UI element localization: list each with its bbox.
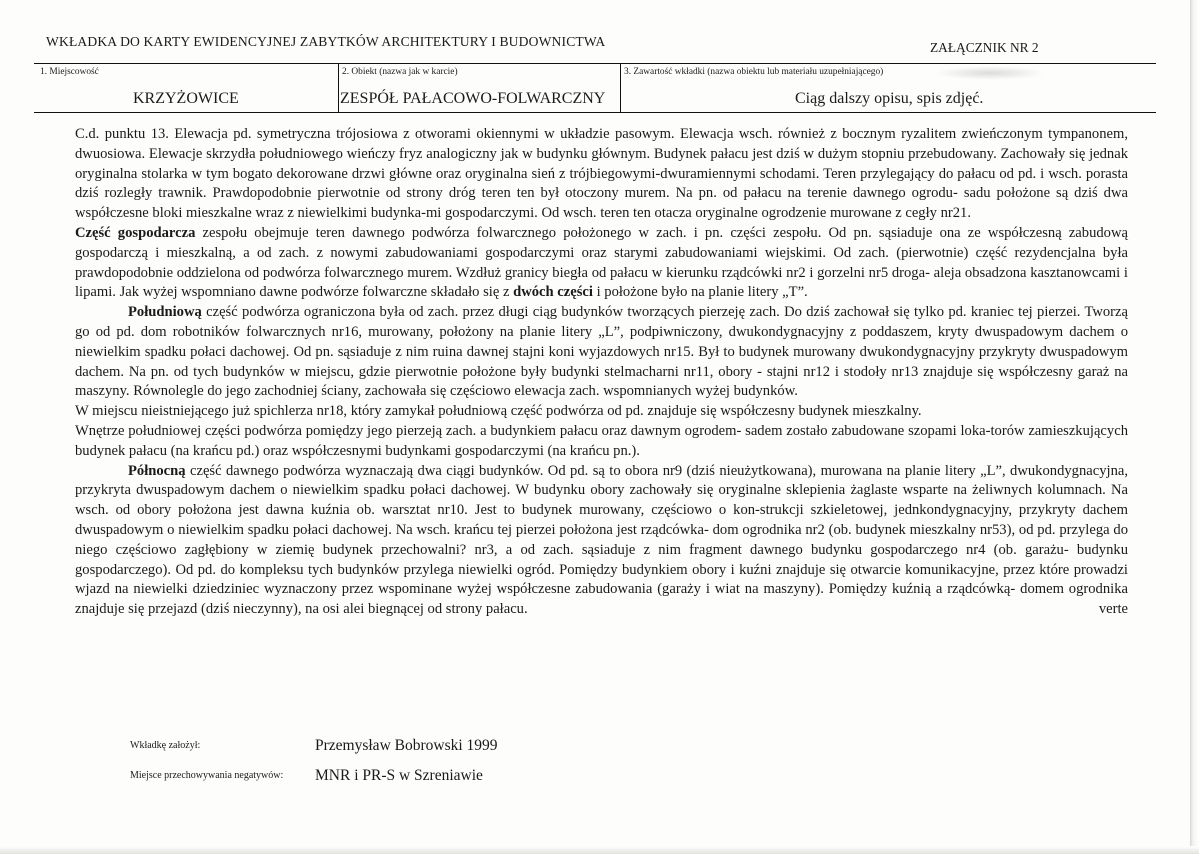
insert-content-label: 3. Zawartość wkładki (nazwa obiektu lub materiału uzupełniającego): [624, 67, 884, 77]
paper-edge-bottom: [0, 846, 1199, 854]
emphasis-two-parts: dwóch części: [513, 284, 593, 301]
paragraph-granary: W miejscu nieistniejącego już spichlerza nr18, który zamykał południową część podwórza od pd. znajduje się współczesny budynek mieszkalny.: [75, 403, 922, 420]
paragraph-interior: Wnętrze południowej części podwórza pomiędzy jego pierzeją zach. a budynkiem pałacu oraz dawnym ogrodem- sadem zostało zabudowane szopami loka-torów zamieszkujących budynek pałacu (na krańcu pd.) oraz współczesnymi budynkami gospodarczymi (na krańcu pn.).: [75, 422, 1128, 459]
insert-content-value: Ciąg dalszy opisu, spis zdjęć.: [795, 90, 984, 107]
header-rule-top: [34, 63, 1156, 64]
negatives-location-label: Miejsce przechowywania negatywów:: [130, 770, 284, 781]
faded-stamp: [935, 66, 1045, 80]
locality-value: KRZYŻOWICE: [133, 90, 239, 107]
annex-number: ZAŁĄCZNIK NR 2: [930, 40, 1039, 55]
heading-farm-part: Część gospodarcza: [75, 224, 196, 241]
description-body: [75, 125, 1128, 620]
heading-northern: Północną: [128, 462, 186, 479]
negatives-location-value: MNR i PR-S w Szreniawie: [315, 767, 483, 784]
document-title: WKŁADKA DO KARTY EWIDENCYJNEJ ZABYTKÓW ARCHITEKTURY I BUDOWNICTWA: [46, 34, 606, 49]
header-rule-bottom: [34, 112, 1156, 113]
author-label: Wkładkę założył:: [130, 740, 201, 751]
author-value: Przemysław Bobrowski 1999: [315, 737, 498, 754]
header-divider-2: [620, 63, 621, 113]
paragraph-farm-part: Część gospodarcza zespołu obejmuje teren dawnego podwórza folwarcznego położonego w zach. i pn. części zespołu. Od pn. sąsiaduje ona ze współczesną zabudową gospodarczą i mieszkalną, a od zach. z nowymi zabudowaniami gospodarczymi oraz starymi zabudowaniami wiejskimi. Od zach. (pierwotnie) część rezydencjalna była prawdopodobnie oddzielona od podwórza folwarcznego murem. Wzdłuż granicy biegła od pałacu w kierunku rządcówki nr2 i gorzelni nr5 droga- aleja obsadzona kasztanowcami i lipami. Jak wyżej wspomniano dawne podwórze folwarczne składało się z dwóch części i położone było na planie litery „T”.: [75, 224, 1128, 301]
paragraph-southern: Południową część podwórza ograniczona była od zach. przez długi ciąg budynków tworzących pierzeję zach. Do dziś zachował się tylko pd. kraniec tej pierzei. Tworzą go od pd. dom robotników folwarcznych nr16, murowany, położony na planie litery „L”, podpiwniczony, dwukondygnacyjny z poddaszem, kryty dwuspadowym dachem o niewielkim spadku połaci dachowej. Od pn. sąsiaduje z nim ruina dawnej stajni koni wyjazdowych nr15. Był to budynek murowany dwukondygnacyjny przykryty dwuspadowym dachem. Na pn. od tych budynków w miejscu, gdzie pierwotnie położone były budynki stelmacharni nr11, obory - stajni nr12 i stodoły nr13 znajduje się współczesny garaż na maszyny. Równolegle do jego zachodniej ściany, zachowała się częściowo elewacja zach. wspomnianych wyżej budynków.: [75, 304, 1128, 400]
object-label: 2. Obiekt (nazwa jak w karcie): [342, 67, 458, 77]
heading-southern: Południową: [128, 304, 202, 321]
paragraph-palace: C.d. punktu 13. Elewacja pd. symetryczna trójosiowa z otworami okiennymi w układzie pasowym. Elewacja wsch. również z bocznym ryzalitem zwieńczonym tympanonem, dwuosiowa. Elewacje skrzydła południowego wieńczy fryz analogiczny jak w budynku głównym. Budynek pałacu jest dziś w dużym stopniu przebudowany. Zachowały się jednak oryginalna stolarka w tym bogato dekorowane drzwi główne oraz oryginalna sień z trójbiegowymi-dwuramiennymi schodami. Teren przylegający do pałacu od pd. i wsch. porasta dziś rozległy trawnik. Prawdopodobnie pierwotnie od strony dróg teren ten był otoczony murem. Na pn. od pałacu na terenie dawnego ogrodu- sadu położone są dziś dwa współczesne bloki mieszkalne wraz z niewielkimi budynka-mi gospodarczymi. Od wsch. teren ten otacza oryginalne ogrodzenie murowane z cegły nr21.: [75, 126, 1128, 222]
verte-note: verte: [1098, 601, 1128, 618]
header-divider-1: [338, 63, 339, 113]
paper-edge-right: [1190, 0, 1199, 854]
paragraph-northern: Północną część dawnego podwórza wyznaczają dwa ciągi budynków. Od pd. są to obora nr9 (dziś nieużytkowana), murowana na planie litery „L”, dwukondygnacyjna, przykryta dwuspadowym dachem o niewielkim spadku połaci dachowej. W budynku obory zachowały się oryginalne sklepienia żaglaste wsparte na żeliwnych kolumnach. Na wsch. od obory położona jest dawna kuźnia ob. warsztat nr10. Jest to budynek murowany, częściowo o kon-strukcji szkieletowej, jednkondygnacyjny, przykryty dachem dwuspadowym o niewielkim spadku połaci dachowej. Na wsch. krańcu tej pierzei położona jest rządcówka- dom ogrodnika nr2 (ob. budynek mieszkalny nr53), od pd. przylega do niego częściowo zagłębiony w ziemię budynek przechowalni? nr3, a od zach. sąsiaduje z nim fragment dawnego budynku gospodarczego nr4 (ob. garażu- budynku gospodarczego). Od pd. do kompleksu tych budynków przylega niewielki ogród. Pomiędzy budynkiem obory i kuźni znajduje się otwarcie komunikacyjne, przez które prowadzi wjazd na niewielki dziedziniec wyznaczony przez wspominane wyżej współczesne zabudowania (garaży i wiat na maszyny). Pomiędzy kuźnią a rządcówką- domem ogrodnika znajduje się przejazd (dziś nieczynny), na osi alei biegnącej od strony pałacu. verte: [75, 462, 1128, 620]
object-value: ZESPÓŁ PAŁACOWO-FOLWARCZNY: [340, 90, 606, 107]
locality-label: 1. Miejscowość: [40, 67, 99, 77]
